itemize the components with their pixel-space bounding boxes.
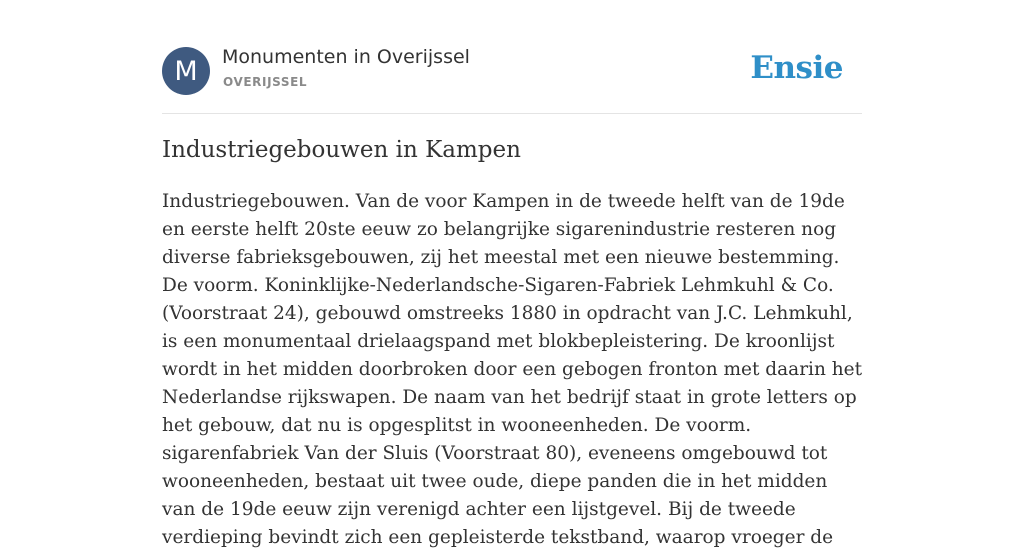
source-subtitle: OVERIJSSEL — [223, 75, 308, 89]
article-title: Industriegebouwen in Kampen — [162, 137, 521, 163]
source-title[interactable]: Monumenten in Overijssel — [222, 46, 470, 68]
source-header — [162, 46, 862, 96]
article-body: Industriegebouwen. Van de voor Kampen in de tweede helft van de 19de en eerste helft 20ste eeuw zo belangrijke sigarenindustrie resteren nog diverse fabrieksgebouwen, zij het meestal met een nieuwe bestemming. De voorm. Koninklijke-Nederlandsche-Sigaren-Fabriek Lehmkuhl & Co. (Voorstraat 24), gebouwd omstreeks 1880 in opdracht van J.C. Lehmkuhl, is een monumentaal drielaagspand met blokbepleistering. De kroonlijst wordt in het midden doorbroken door een gebogen fronton met daarin het Nederlandse rijkswapen. De naam van het bedrijf staat in grote letters op het gebouw, dat nu is opgesplitst in wooneenheden. De voorm. sigarenfabriek Van der Sluis (Voorstraat 80), eveneens omgebouwd tot wooneenheden, bestaat uit twee oude, diepe panden die in het midden van de 19de eeuw zijn verenigd achter een lijstgevel. Bij de tweede verdieping bevindt zich een gepleisterde tekstband, waarop vroeger de — [162, 191, 863, 548]
header-divider — [162, 113, 862, 114]
source-avatar[interactable]: M — [162, 47, 210, 95]
ensie-logo[interactable]: Ensie — [750, 50, 843, 86]
